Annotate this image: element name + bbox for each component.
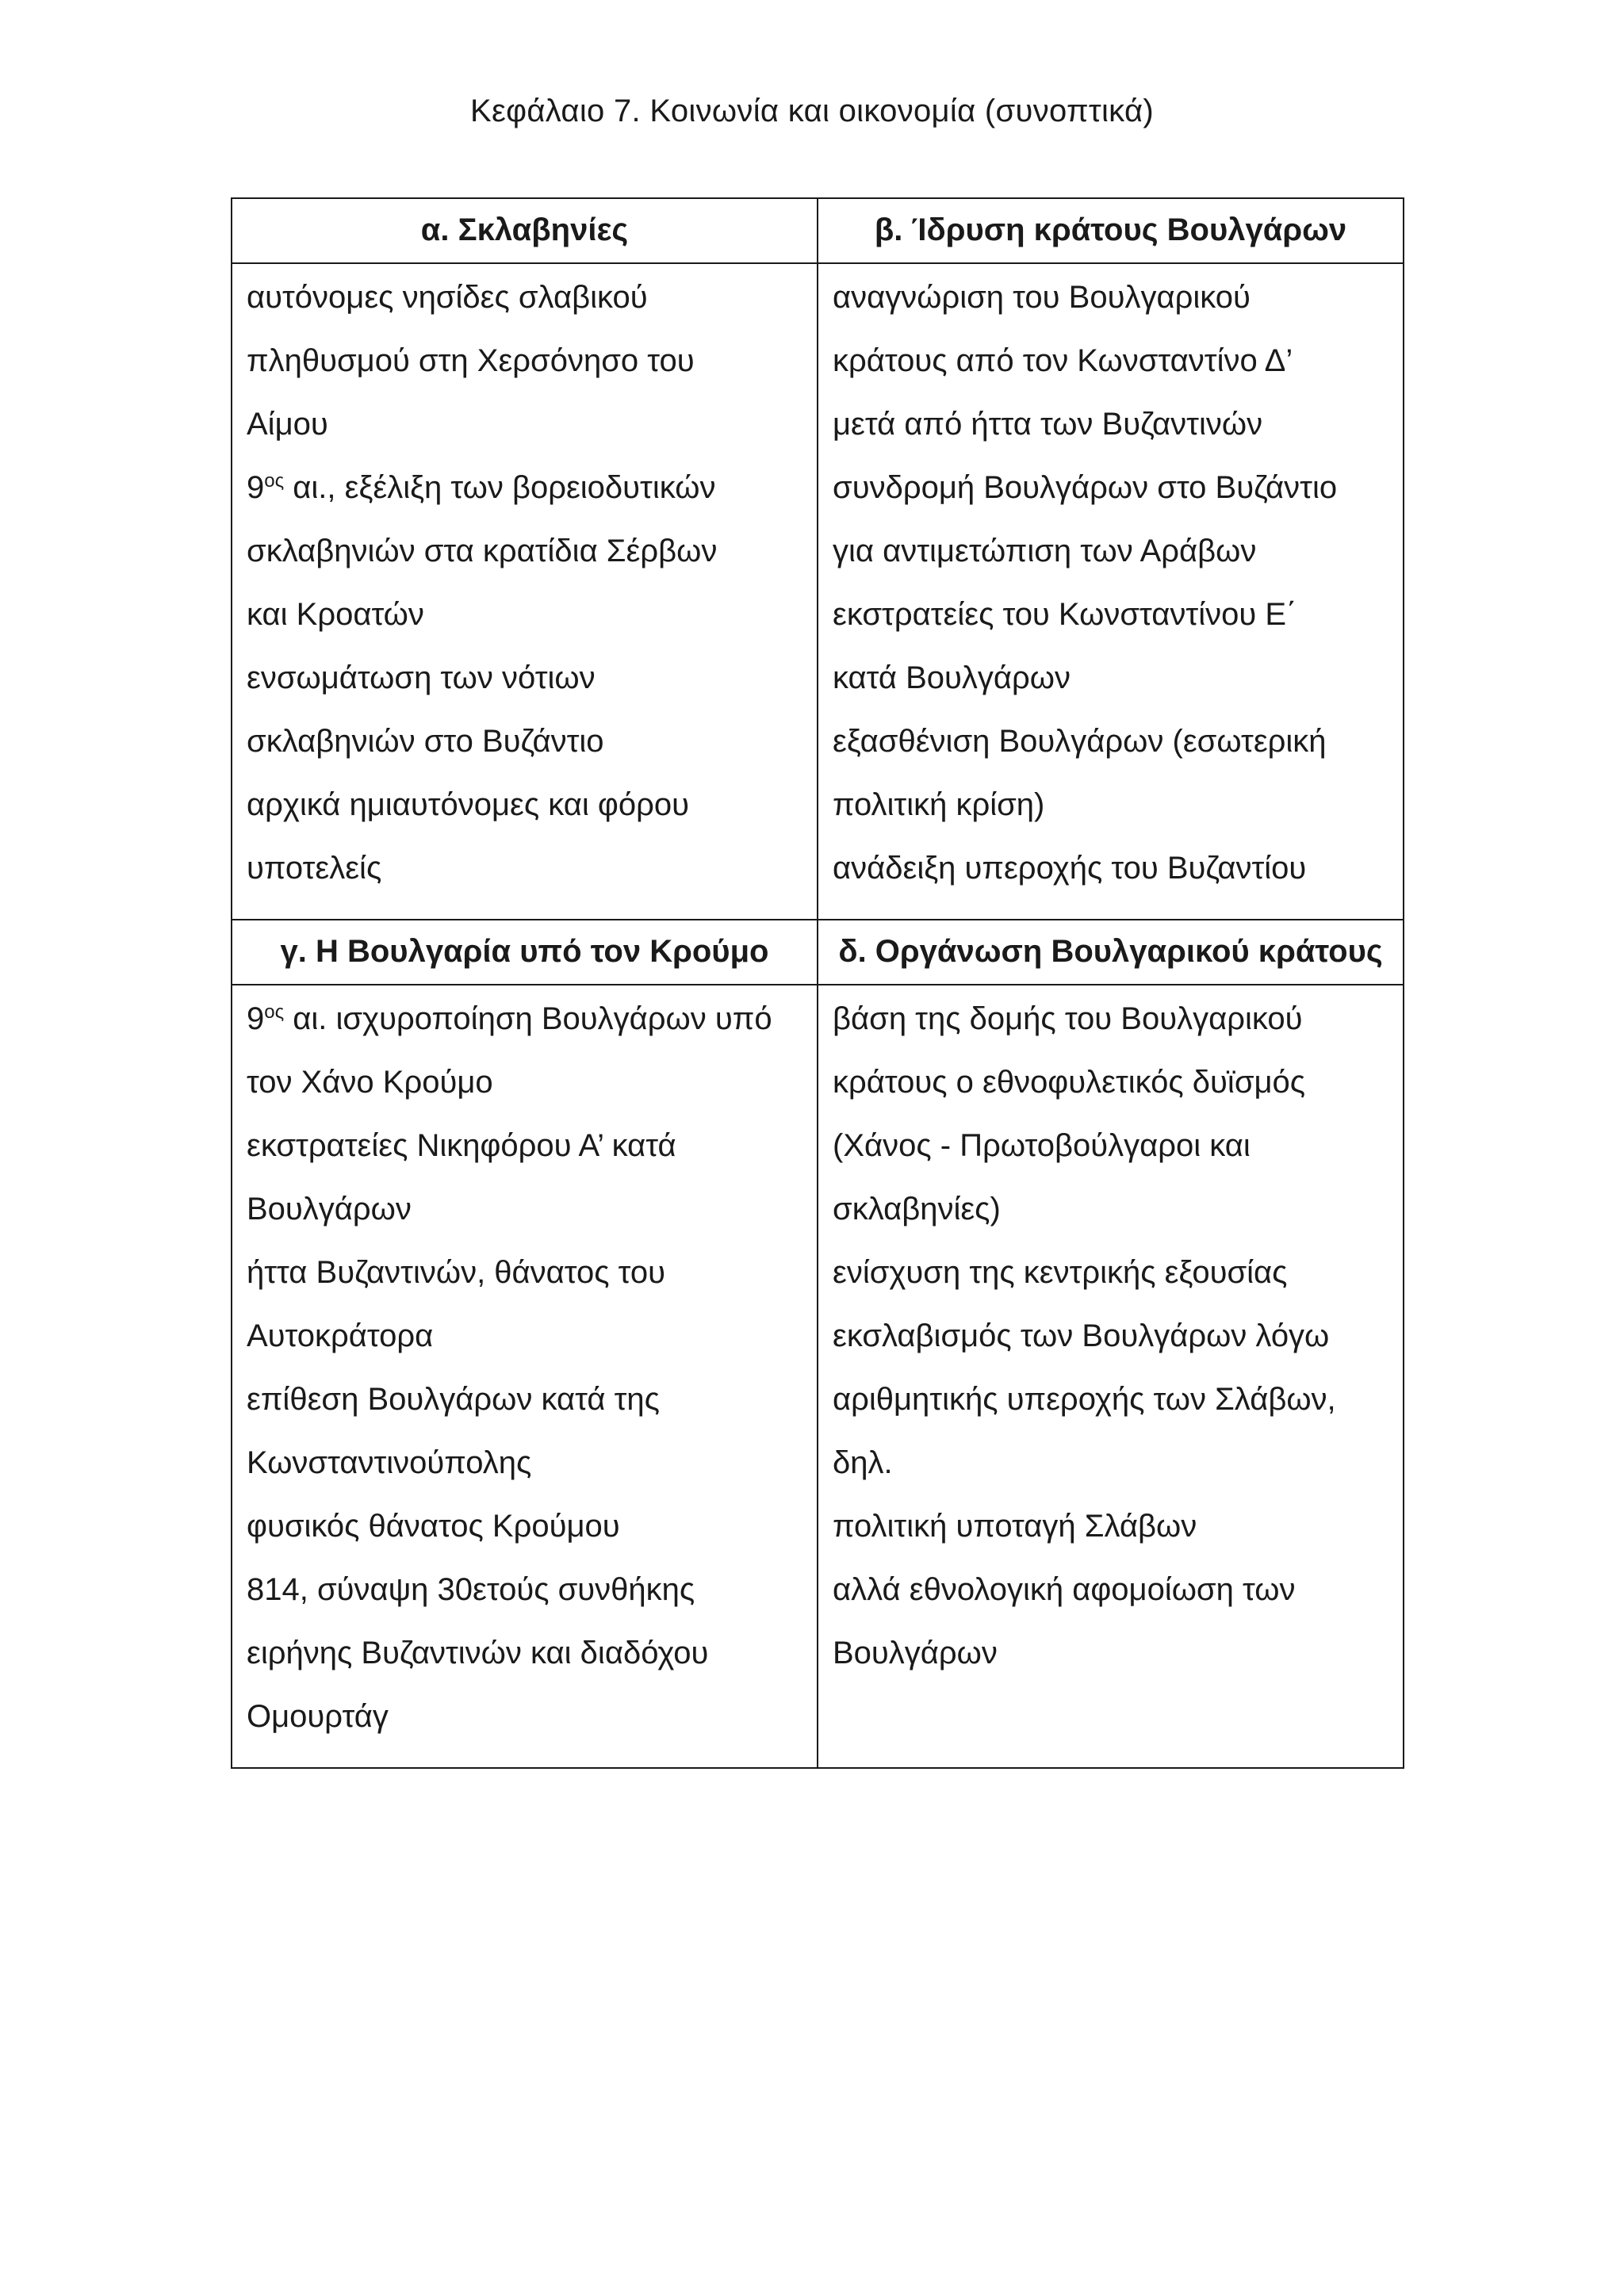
list-item: αυτόνομες νησίδες σλαβικού <box>247 280 648 315</box>
list-item: εκστρατείες Νικηφόρου Α’ κατά <box>247 1128 676 1163</box>
ordinal-suffix: ος <box>264 470 285 492</box>
table-row <box>232 985 1404 1768</box>
list-item: αρχικά ημιαυτόνομες και φόρου <box>247 787 689 822</box>
list-item: εξασθένιση Βουλγάρων (εσωτερική <box>833 724 1327 759</box>
list-item: τον Χάνο Κρούμο <box>247 1065 493 1100</box>
list-item: Κωνσταντινούπολης <box>247 1445 532 1480</box>
list-item: πληθυσμού στη Χερσόνησο του <box>247 343 695 378</box>
list-item: ενσωμάτωση των νότιων <box>247 660 596 695</box>
list-item: αλλά εθνολογική αφομοίωση των <box>833 1572 1296 1607</box>
list-item: πολιτική κρίση) <box>833 787 1045 822</box>
list-item: εκσλαβισμός των Βουλγάρων λόγω <box>833 1318 1330 1353</box>
section-title: δ. Οργάνωση Βουλγαρικού κράτους <box>818 920 1404 985</box>
list-item: (Χάνος - Πρωτοβούλγαροι και <box>833 1128 1251 1163</box>
list-item: κράτους από τον Κωνσταντίνο Δ’ <box>833 343 1293 378</box>
summary-table <box>231 197 1404 1769</box>
list-item: αριθμητικής υπεροχής των Σλάβων, <box>833 1382 1336 1417</box>
list-item: Βουλγάρων <box>833 1636 998 1670</box>
list-item: επίθεση Βουλγάρων κατά της <box>247 1382 660 1417</box>
list-item: ήττα Βυζαντινών, θάνατος του <box>247 1255 666 1290</box>
list-item: $9^{o\varsigma}$ αι. ισχυροποίηση Βουλγάρων υπό <box>247 1001 772 1036</box>
list-item: ειρήνης Βυζαντινών και διαδόχου <box>247 1636 709 1670</box>
list-item: ανάδειξη υπεροχής του Βυζαντίου <box>833 851 1307 886</box>
list-item: κράτους ο εθνοφυλετικός δυϊσμός <box>833 1065 1306 1100</box>
list-item: συνδρομή Βουλγάρων στο Βυζάντιο <box>833 470 1338 505</box>
ordinal-suffix: ος <box>264 1001 285 1023</box>
table-header-row <box>232 198 1404 263</box>
list-item: και Κροατών <box>247 597 424 632</box>
section-body <box>232 263 818 920</box>
section-body <box>818 985 1404 1768</box>
list-item: σκλαβηνιών στο Βυζάντιο <box>247 724 604 759</box>
list-item: Αυτοκράτορα <box>247 1318 434 1353</box>
section-title: γ. Η Βουλγαρία υπό τον Κρούμο <box>232 920 818 985</box>
list-item: κατά Βουλγάρων <box>833 660 1071 695</box>
table-header-row <box>232 920 1404 985</box>
section-body <box>818 263 1404 920</box>
list-item: εκστρατείες του Κωνσταντίνου Ε΄ <box>833 597 1297 632</box>
table-row <box>232 263 1404 920</box>
list-item: $9^{o\varsigma}$ αι., εξέλιξη των βορειοδυτικών <box>247 470 716 505</box>
list-item: φυσικός θάνατος Κρούμου <box>247 1509 620 1544</box>
list-item: 814, σύναψη 30ετούς συνθήκης <box>247 1572 695 1607</box>
list-item: ενίσχυση της κεντρικής εξουσίας <box>833 1255 1288 1290</box>
list-item: Ομουρτάγ <box>247 1699 389 1734</box>
list-item: υποτελείς <box>247 851 382 886</box>
list-item: δηλ. <box>833 1445 893 1480</box>
list-item: Αίμου <box>247 407 328 442</box>
list-item: μετά από ήττα των Βυζαντινών <box>833 407 1263 442</box>
section-title: α. Σκλαβηνίες <box>232 198 818 263</box>
list-item: πολιτική υποταγή Σλάβων <box>833 1509 1197 1544</box>
list-item: για αντιμετώπιση των Αράβων <box>833 534 1257 568</box>
list-item: σκλαβηνιών στα κρατίδια Σέρβων <box>247 534 718 568</box>
list-item: αναγνώριση του Βουλγαρικού <box>833 280 1251 315</box>
list-item: βάση της δομής του Βουλγαρικού <box>833 1001 1303 1036</box>
section-title: β. Ίδρυση κράτους Βουλγάρων <box>818 198 1404 263</box>
list-item: σκλαβηνίες) <box>833 1192 1001 1226</box>
page-header: Κεφάλαιο 7. Κοινωνία και οικονομία (συνοπτικά) <box>469 94 1155 128</box>
section-body <box>232 985 818 1768</box>
list-item: Βουλγάρων <box>247 1192 412 1226</box>
